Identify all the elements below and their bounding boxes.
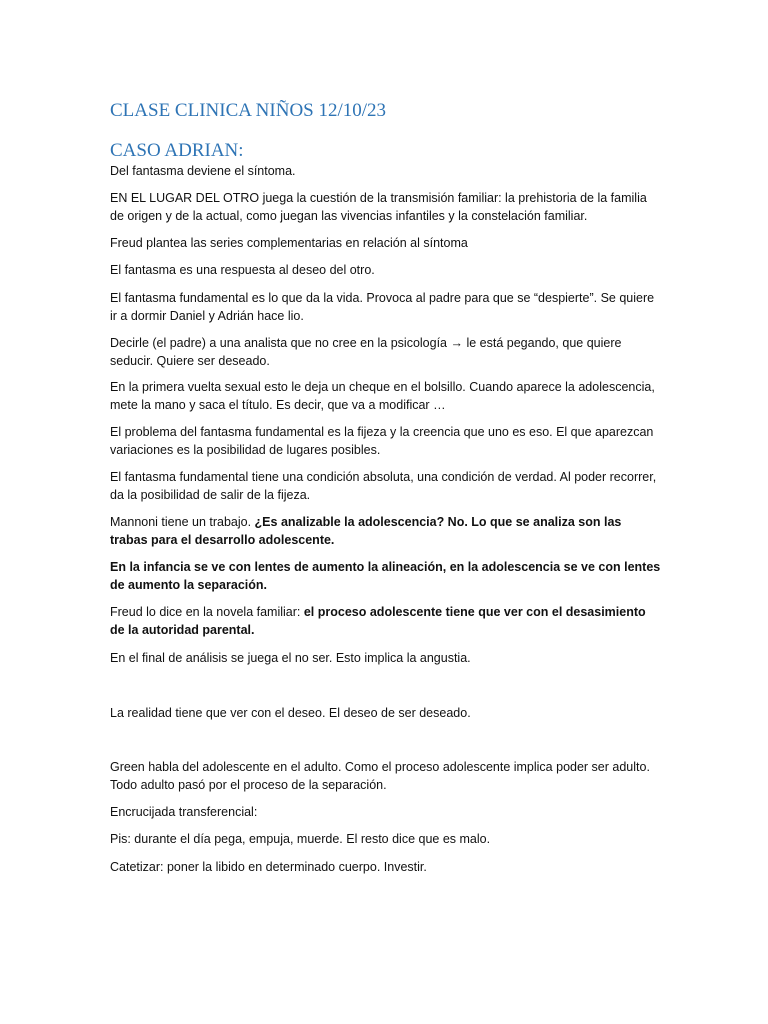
paragraph-11: [110, 559, 662, 594]
paragraph-12: [110, 604, 662, 639]
document-title: CLASE CLINICA NIÑOS 12/10/23: [110, 100, 387, 121]
paragraph-12-bold: el proceso adolescente tiene que ver con el desasimiento de la autoridad parental.: [110, 605, 646, 637]
paragraph-12-plain: Freud lo dice en la novela familiar:: [110, 605, 304, 619]
paragraph-11-bold: En la infancia se ve con lentes de aumento la alineación, en la adolescencia se ve con lentes de aumento la separación.: [110, 560, 661, 592]
case-heading: CASO ADRIAN:: [110, 140, 244, 161]
paragraph-13: En el final de análisis se juega el no ser. Esto implica la angustia.: [110, 651, 471, 665]
paragraph-1: Del fantasma deviene el síntoma.: [110, 164, 296, 178]
paragraph-10-plain: Mannoni tiene un trabajo.: [110, 515, 255, 529]
paragraph-8: El problema del fantasma fundamental es la fijeza y la creencia que uno es eso. El que aparezcan variaciones es la posibilidad de lugares posibles.: [110, 425, 654, 457]
paragraph-18: Catetizar: poner la libido en determinado cuerpo. Investir.: [110, 860, 427, 874]
paragraph-9: El fantasma fundamental tiene una condición absoluta, una condición de verdad. Al poder recorrer, da la posibilidad de salir de la fijeza.: [110, 470, 657, 502]
paragraph-5: El fantasma fundamental es lo que da la vida. Provoca al padre para que se “despierte”. Se quiere ir a dormir Daniel y Adrián hace lio.: [110, 291, 655, 323]
paragraph-10-bold: ¿Es analizable la adolescencia? No. Lo que se analiza son las trabas para el desarrollo adolescente.: [110, 515, 622, 547]
paragraph-6: Decirle (el padre) a una analista que no cree en la psicología → le está pegando, que quiere seducir. Quiere ser deseado.: [110, 336, 622, 368]
paragraph-3: Freud plantea las series complementarias en relación al síntoma: [110, 236, 468, 250]
paragraph-14: La realidad tiene que ver con el deseo. El deseo de ser deseado.: [110, 706, 471, 720]
paragraph-7: En la primera vuelta sexual esto le deja un cheque en el bolsillo. Cuando aparece la adolescencia, mete la mano y saca el título. Es decir, que va a modificar …: [110, 380, 655, 412]
paragraph-16: Encrucijada transferencial:: [110, 805, 258, 819]
paragraph-2: EN EL LUGAR DEL OTRO juega la cuestión de la transmisión familiar: la prehistoria de la familia de origen y de la actual, como juegan las vivencias infantiles y la constelación familiar.: [110, 191, 647, 223]
paragraph-4: El fantasma es una respuesta al deseo del otro.: [110, 263, 375, 277]
paragraph-10: [110, 514, 662, 549]
paragraph-15: Green habla del adolescente en el adulto. Como el proceso adolescente implica poder ser adulto. Todo adulto pasó por el proceso de la separación.: [110, 760, 650, 792]
paragraph-17: Pis: durante el día pega, empuja, muerde. El resto dice que es malo.: [110, 832, 491, 846]
